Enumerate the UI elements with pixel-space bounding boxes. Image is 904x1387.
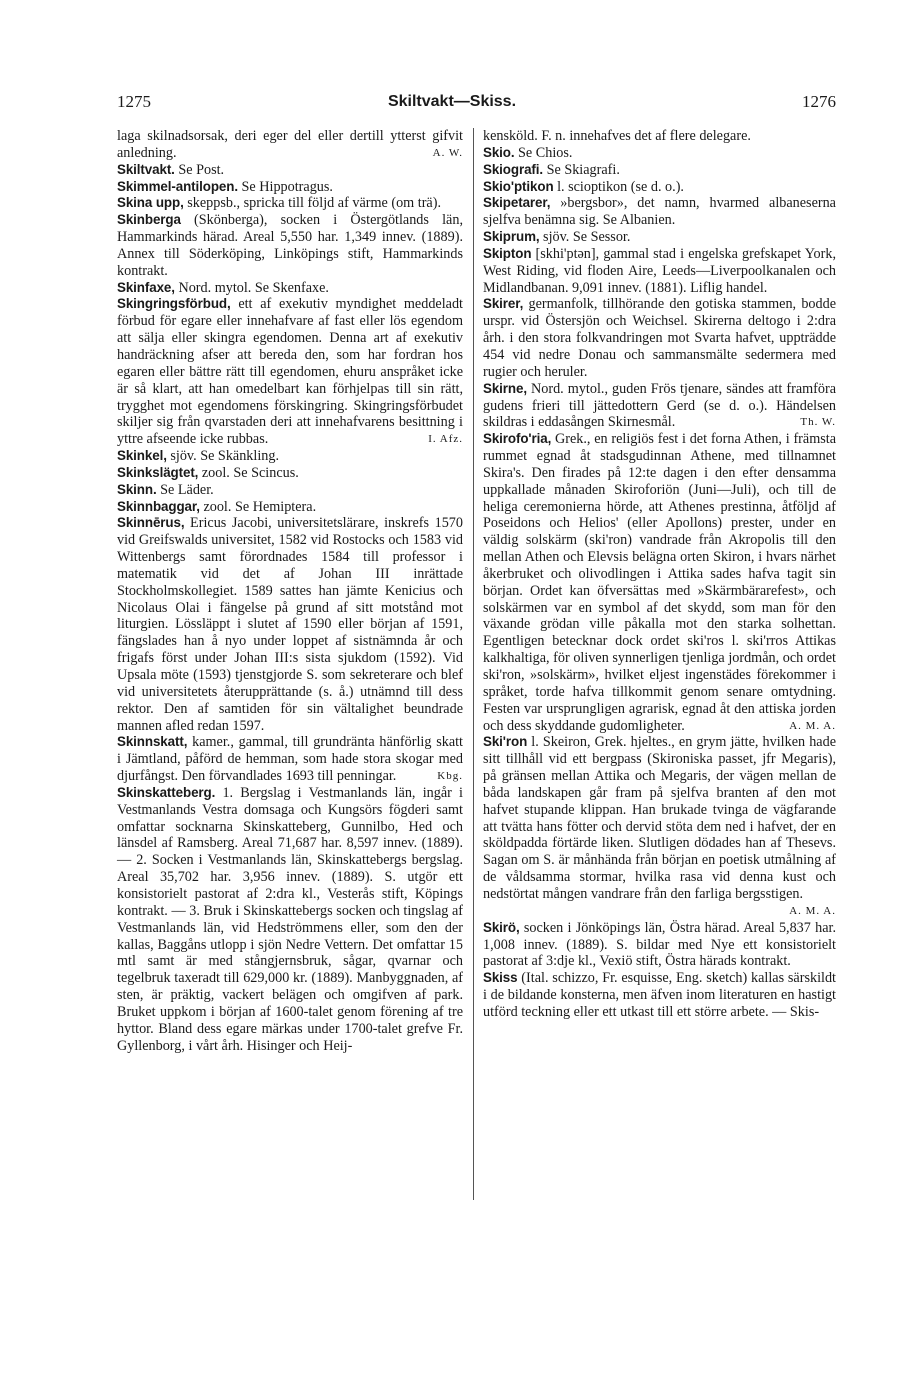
entry-headword: Skipetarer, (483, 195, 551, 211)
right-column (483, 128, 836, 1021)
entry-text: Se Läder. (156, 481, 214, 498)
author-signature: Kbg. (437, 770, 463, 783)
entry-headword: Skinfaxe, (117, 279, 175, 295)
dictionary-entry (117, 515, 463, 734)
dictionary-entry (117, 296, 463, 448)
dictionary-entry (483, 381, 836, 432)
entry-text: zool. Se Scincus. (198, 464, 299, 481)
entry-text: »bergsbor», det namn, hvarmed albaneserna sjelfva benämna sig. Se Albanien. (483, 195, 836, 229)
entry-headword: Skinnskatt, (117, 734, 188, 750)
dictionary-entry (483, 128, 836, 145)
author-signature: A. M. A. (789, 904, 836, 917)
dictionary-entry (117, 465, 463, 482)
running-head: Skiltvakt—Skiss. (387, 93, 517, 110)
entry-headword: Skiss (483, 970, 518, 986)
entry-headword: Skinnbaggar, (117, 498, 200, 514)
dictionary-entry (483, 246, 836, 297)
dictionary-entry (117, 195, 463, 212)
entry-headword: Skio. (483, 144, 515, 160)
entry-text: Nord. mytol., guden Frös tjenare, sändes att framföra gudens frieri till jättedottern Gerd (se d. o.). Händelsen skildras i eddasången Skirnesmål. (483, 380, 836, 431)
entry-text: ett af exekutiv myndighet meddeladt förbud för egare eller innehafvare af fast eller lös egendom att sälja eller skingra egendomen. Denna art af exekutiv handräckning afser att bereda den, som har fordran hos egaren eller bättre rätt till egendomen, ehuru anspråket icke är så klart, att han omedelbart kan förhjelpas till sin rätt, trygghet mot egendomens förskingring. Skingringsförbudet skiljer sig från qvarstaden deri att innehafvarens besittning i yttre afseende icke rubbas. (117, 296, 463, 448)
entry-text: Se Hippotragus. (237, 178, 333, 195)
entry-text: (Skönberga), socken i Östergötlands län, Hammarkinds härad. Areal 5,550 har. 1,349 innev. (1889). Annex till Söderköping, Linköpings stift, Hammarkinds kontrakt. (117, 212, 463, 279)
page-number-right: 1276 (802, 92, 836, 111)
entry-headword: Skirer, (483, 296, 524, 312)
entry-headword: Skingringsförbud, (117, 296, 231, 312)
entry-headword: Skiografi. (483, 161, 544, 177)
entry-text: socken i Jönköpings län, Östra härad. Areal 5,837 har. 1,008 innev. (1889). S. bildar med Nye ett konsistorielt pastorat af 3:dje kl., Vexiö stift, Östra härads kontrakt. (483, 919, 836, 970)
entry-text: Grek., en religiös fest i det forna Athen, i främsta rummet egnad åt stadsgudinnan Athene, med tillnamnet Skira's. Den firades på 12:te dagen i den efter densamma uppkallade månaden Skiroforiön (Juni—Juli), och till de heliga ceremonierna hörde, att Athenes prestinna, åtföljd af Poseidons och Helios' (eller Apollons) prester, under en väldig solskärm (ski'ron) vandrade från Akropolis till den mellan Athen och Elevsis belägna orten Skiron, i hvars närhet åkerbruket och olivodlingen i Attika sades hafva tagit sin början. Ordet kan öfversättas med »Skärmbärarefest», och solskärmen var en symbol af det skydd, som man för den växande grödan ville påkalla mot den starka solhettan. Egentligen betecknar dock ordet ski'ros l. ski'rros Attikas kalkhaltiga, för oliven synnerligen tjenliga jordmån, och ordet ski'ron, »solskärm», hvilket eljest ingenstädes förekommer i språket, torde hafva tillkommit genom senare omtydning. Festen var ursprungligen agrarisk, egnad åt den attiska jorden och dess skyddande gudomligheter. (483, 431, 836, 734)
author-signature: Th. W. (800, 416, 836, 429)
entry-text: sjöv. Se Sessor. (539, 229, 631, 246)
entry-text: kensköld. F. n. innehafves det af flere delegare. (483, 128, 751, 144)
dictionary-entry (483, 296, 836, 380)
entry-text: 1. Bergslag i Vestmanlands län, ingår i Vestmanlands Vestra domsaga och Kungsörs fögderi samt omfattar socknarna Skinskatteberg, Gunnilbo, Hed och länsdel af Ramsberg. Areal 71,687 har. 8,597 innev. (1889). — 2. Socken i Vestmanlands län, Skinskattebergs bergslag. Areal 35,702 har. 3,956 innev. (1889). S. utgör ett konsistorielt pastorat af 2:dra kl., Vesterås stift, Köpings kontrakt. — 3. Bruk i Skinskattebergs socken och tingslag af Vestmanlands län, vid Hedströmmens eller, som den der kallas, Baggåns utlopp i sjön Nedre Vettern. Det omfattar 15 mtl samt är med stångjernsbruk, sågar, qvarnar och tegelbruk taxeradt till 629,000 kr. (1889). Manbyggnaden, af sten, är präktig, vackert belägen och omgifven af park. Bruket uppkom i början af 1600-talet genom förening af tre hyttor. Bland dess egare märkas under 1700-talet grefve Fr. Gyllenborg, i vårt årh. Hisinger och Heij- (117, 784, 463, 1054)
entry-headword: Skinkel, (117, 448, 167, 464)
entry-headword: Skinberga (117, 212, 181, 228)
author-signature: A. W. (432, 146, 463, 159)
entry-headword: Ski'ron (483, 734, 528, 750)
entry-headword: Skirne, (483, 380, 527, 396)
entry-text: [skhi'ptən], gammal stad i engelska grefskapet York, West Riding, vid floden Aire, Leeds—Liverpoolkanalen och Midlandbanan. 9,091 innev. (1881). Liflig handel. (483, 245, 836, 296)
dictionary-entry (117, 280, 463, 297)
dictionary-entry (483, 970, 836, 1021)
entry-headword: Skinn. (117, 481, 157, 497)
author-signature: I. Afz. (428, 433, 463, 446)
dictionary-entry (117, 482, 463, 499)
dictionary-entry (483, 920, 836, 971)
entry-text: Se Post. (174, 161, 225, 178)
entry-text: Se Skiagrafi. (543, 161, 620, 178)
entry-text: l. Skeiron, Grek. hjeltes., en grym jätte, hvilken hade sitt tillhåll vid ett bergpass (Skironiska passet, jfr Megaris), på gränsen mellan Attika och Megaris, der vägen mellan de båda landskapen går fram på sjelfva branten af den mot hafvet stupande klippan. Han brukade tvinga de vägfarande att tvätta hans fötter och dervid stöta dem ned i hafvet, der en sköldpadda förtärde liken. Slutligen dödades han af Thesevs. Sagan om S. är månhända från början en poetisk utmålning af de våldsamma stormar, hvilka rasa vid denna kust och nedstörtat mången vandrare från den farliga bergsstigen. (483, 734, 836, 902)
dictionary-entry (117, 499, 463, 516)
dictionary-entry (117, 212, 463, 279)
dictionary-entry (117, 448, 463, 465)
left-column (117, 128, 463, 1054)
entry-text: kamer., gammal, till grundränta hänförlig skatt i Jämtland, påförd de hemman, som hade stora skogar med djurfångst. Den förvandlades 1693 till penningar. (117, 734, 463, 785)
entry-text: zool. Se Hemiptera. (199, 498, 317, 515)
entry-headword: Skinnērus, (117, 515, 185, 531)
page-number-left: 1275 (117, 92, 151, 111)
dictionary-entry (483, 195, 836, 229)
dictionary-entry (483, 431, 836, 734)
dictionary-entry (483, 162, 836, 179)
column-divider (473, 128, 474, 1200)
dictionary-entry (483, 179, 836, 196)
entry-headword: Skiltvakt. (117, 161, 175, 177)
entry-headword: Skipton (483, 245, 532, 261)
entry-headword: Skio'ptikon (483, 178, 554, 194)
dictionary-entry (483, 145, 836, 162)
entry-text: sjöv. Se Skänkling. (166, 448, 280, 465)
entry-text: l. scioptikon (se d. o.). (553, 178, 684, 195)
entry-headword: Skinkslägtet, (117, 464, 199, 480)
dictionary-entry (117, 162, 463, 179)
entry-text: Nord. mytol. Se Skenfaxe. (174, 279, 329, 296)
entry-text: (Ital. schizzo, Fr. esquisse, Eng. sketch) kallas särskildt i de bildande konsterna, men äfven inom literaturen en hastigt utförd teckning eller ett utkast till ett större arbete. — Skis- (483, 970, 836, 1020)
entry-headword: Skiprum, (483, 229, 540, 245)
entry-text: skeppsb., spricka till följd af värme (om trä). (183, 195, 441, 212)
entry-text: Ericus Jacobi, universitetslärare, inskrefs 1570 vid Greifswalds universitet, 1582 vid Rostocks och 1583 vid Wittenbergs samt förordnades 1584 till professor i matematik vid det af Johan III inrättade Stockholmskollegiet. 1589 sattes han jämte Kenicius och Nicolaus Olai i fängelse på grund af sitt motstånd mot liturgien. Lössläppt i slutet af 1590 eller början af 1591, fängslades han å nyo under loppet af sistnämnda år och frigafs först under Johan III:s sista sjukdom (1592). Vid Upsala möte (1593) tjenstgjorde S. som sekreterare och blef vid universitetets återupprättande (s. å.) utnämnd till dess rektor. Den af samtiden för sin vältalighet beundrade mannen afled redan 1597. (117, 515, 463, 734)
dictionary-entry (117, 734, 463, 785)
entry-headword: Skina upp, (117, 195, 184, 211)
entry-headword: Skimmel-antilopen. (117, 178, 238, 194)
entry-headword: Skirö, (483, 919, 520, 935)
dictionary-entry (117, 785, 463, 1055)
dictionary-entry (117, 128, 463, 162)
entry-text: Se Chios. (514, 144, 573, 161)
entry-text: germanfolk, tillhörande den gotiska stammen, bodde urspr. vid Östersjön och Weichsel. Skirerna deltogo i 2:dra årh. i den stora folkvandringen mot Svarta hafvet, uppträdde 454 vid nedre Donau och sammansmälte sedermera med rugier och heruler. (483, 296, 836, 380)
author-signature: A. M. A. (789, 719, 836, 732)
dictionary-entry (117, 179, 463, 196)
dictionary-entry (483, 734, 836, 919)
entry-text: laga skilnadsorsak, deri eger del eller dertill ytterst gifvit anledning. (117, 128, 463, 161)
entry-headword: Skirofo'ria, (483, 431, 552, 447)
entry-headword: Skinskatteberg. (117, 784, 216, 800)
dictionary-entry (483, 229, 836, 246)
